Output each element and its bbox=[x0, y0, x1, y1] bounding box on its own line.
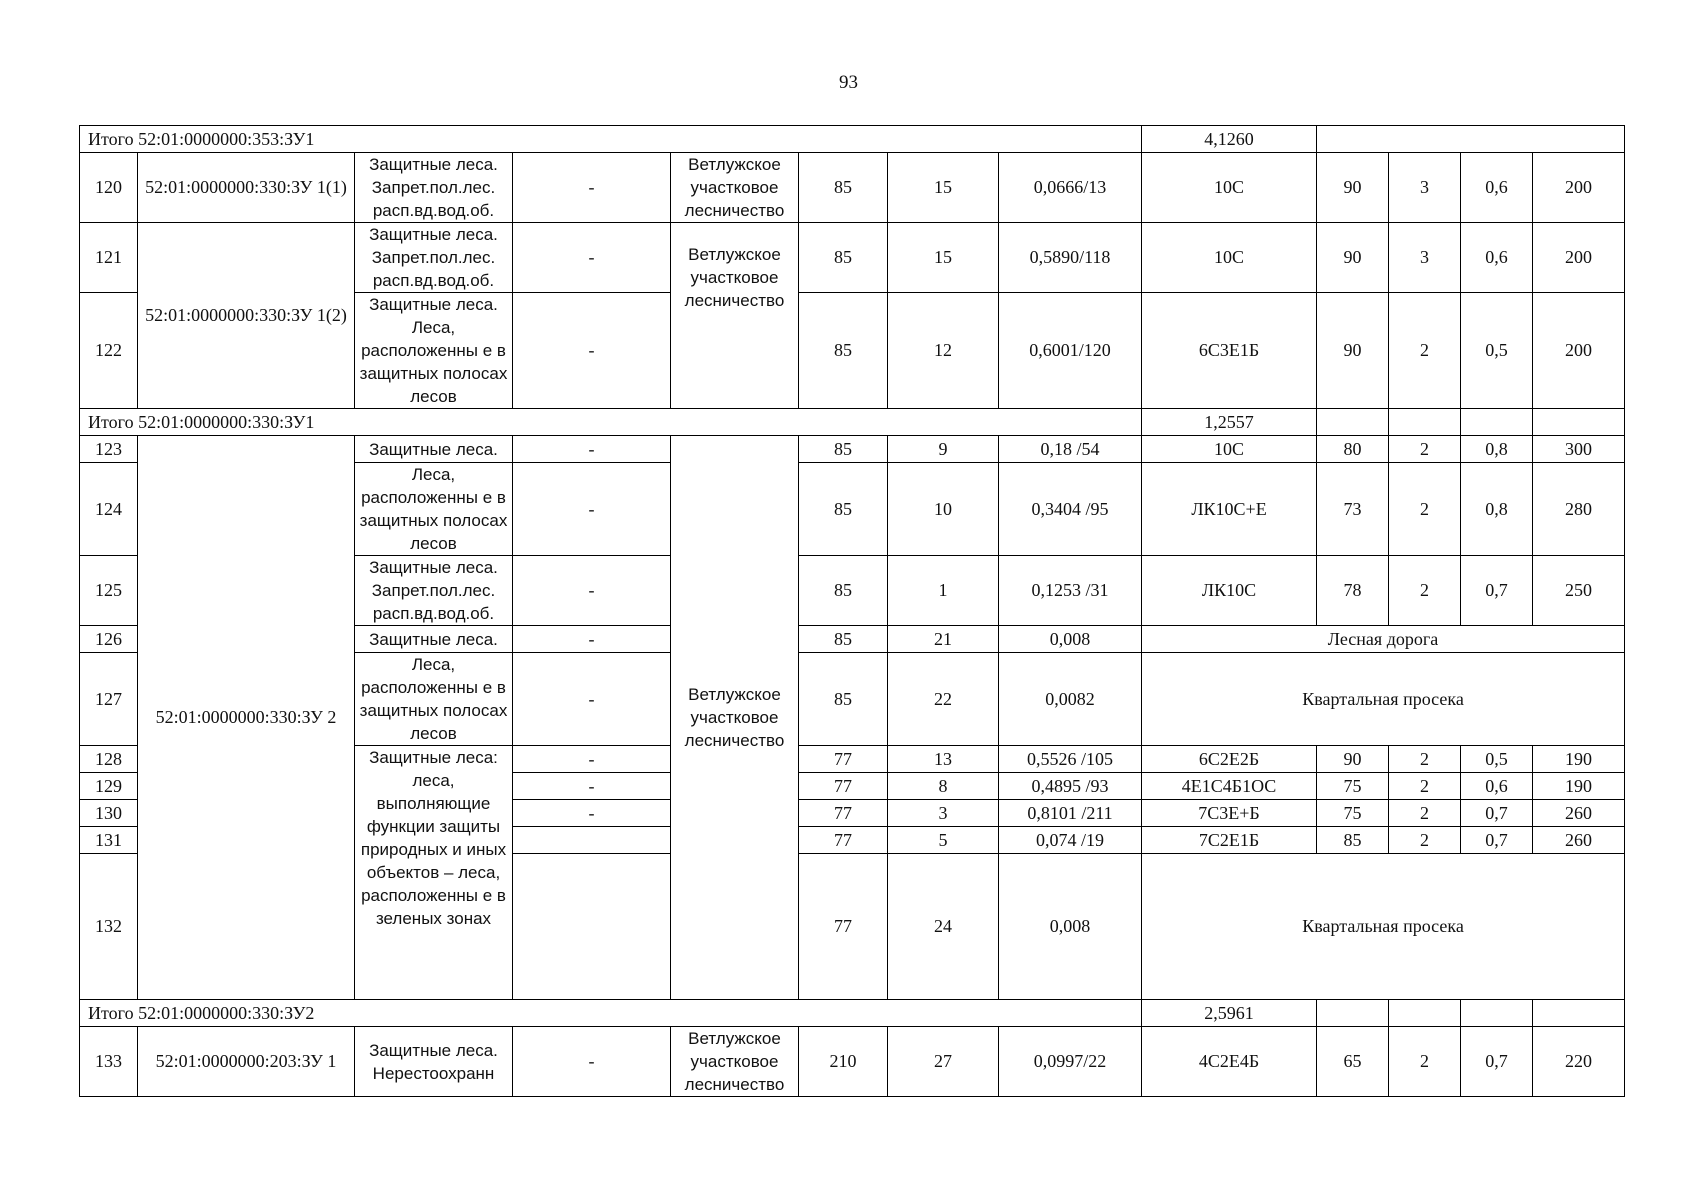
composition: 10С bbox=[1142, 153, 1317, 223]
total-area: 2,5961 bbox=[1142, 1000, 1317, 1027]
forest-category: Защитные леса. Запрет.пол.лес. расп.вд.вод.об. bbox=[355, 153, 513, 223]
area: 0,0997/22 bbox=[999, 1027, 1142, 1097]
plot: 27 bbox=[888, 1027, 999, 1097]
row-number: 120 bbox=[80, 153, 138, 223]
table-row bbox=[80, 436, 1625, 463]
area: 0,0666/13 bbox=[999, 153, 1142, 223]
stock: 250 bbox=[1533, 556, 1625, 626]
parcel-id: 52:01:0000000:330:ЗУ 2 bbox=[138, 436, 355, 1000]
area: 0,6001/120 bbox=[999, 293, 1142, 409]
row-number: 122 bbox=[80, 293, 138, 409]
forest-category: Защитные леса. Леса, расположенны е в защитных полосах лесов bbox=[355, 293, 513, 409]
total-row bbox=[80, 126, 1625, 153]
row-number: 125 bbox=[80, 556, 138, 626]
quarter: 77 bbox=[799, 746, 888, 773]
row-number: 126 bbox=[80, 626, 138, 653]
area: 0,008 bbox=[999, 854, 1142, 1000]
plot: 9 bbox=[888, 436, 999, 463]
plot: 5 bbox=[888, 827, 999, 854]
bonitet: 2 bbox=[1389, 827, 1461, 854]
density: 0,5 bbox=[1461, 293, 1533, 409]
dash-cell: - bbox=[513, 436, 671, 463]
note: Квартальная просека bbox=[1142, 653, 1625, 746]
quarter: 77 bbox=[799, 800, 888, 827]
parcel-id: 52:01:0000000:330:ЗУ 1(2) bbox=[138, 223, 355, 409]
row-number: 130 bbox=[80, 800, 138, 827]
bonitet: 2 bbox=[1389, 800, 1461, 827]
density: 0,7 bbox=[1461, 827, 1533, 854]
density: 0,6 bbox=[1461, 153, 1533, 223]
quarter: 85 bbox=[799, 223, 888, 293]
density: 0,8 bbox=[1461, 463, 1533, 556]
page-number: 93 bbox=[839, 72, 858, 93]
quarter: 85 bbox=[799, 626, 888, 653]
area: 0,1253 /31 bbox=[999, 556, 1142, 626]
stock: 200 bbox=[1533, 223, 1625, 293]
total-label: Итого 52:01:0000000:330:ЗУ2 bbox=[80, 1000, 1142, 1027]
composition: ЛК10С+Е bbox=[1142, 463, 1317, 556]
stock: 190 bbox=[1533, 773, 1625, 800]
density: 0,7 bbox=[1461, 556, 1533, 626]
composition: 4Е1С4Б1ОС bbox=[1142, 773, 1317, 800]
quarter: 85 bbox=[799, 436, 888, 463]
table-row bbox=[80, 1027, 1625, 1097]
composition: 7С2Е1Б bbox=[1142, 827, 1317, 854]
area: 0,4895 /93 bbox=[999, 773, 1142, 800]
age: 73 bbox=[1317, 463, 1389, 556]
bonitet: 3 bbox=[1389, 223, 1461, 293]
area: 0,074 /19 bbox=[999, 827, 1142, 854]
composition: ЛК10С bbox=[1142, 556, 1317, 626]
plot: 21 bbox=[888, 626, 999, 653]
plot: 15 bbox=[888, 223, 999, 293]
area: 0,0082 bbox=[999, 653, 1142, 746]
age: 85 bbox=[1317, 827, 1389, 854]
forest-category: Защитные леса. Запрет.пол.лес. расп.вд.вод.об. bbox=[355, 223, 513, 293]
age: 75 bbox=[1317, 800, 1389, 827]
dash-cell: - bbox=[513, 463, 671, 556]
forest-category: Защитные леса. bbox=[355, 626, 513, 653]
density: 0,8 bbox=[1461, 436, 1533, 463]
row-number: 127 bbox=[80, 653, 138, 746]
age: 80 bbox=[1317, 436, 1389, 463]
bonitet: 2 bbox=[1389, 746, 1461, 773]
density: 0,5 bbox=[1461, 746, 1533, 773]
plot: 22 bbox=[888, 653, 999, 746]
area: 0,5526 /105 bbox=[999, 746, 1142, 773]
dash-cell: - bbox=[513, 653, 671, 746]
composition: 10С bbox=[1142, 223, 1317, 293]
forest-parcels-table bbox=[79, 125, 1625, 1097]
density: 0,6 bbox=[1461, 773, 1533, 800]
plot: 15 bbox=[888, 153, 999, 223]
row-number: 124 bbox=[80, 463, 138, 556]
density: 0,7 bbox=[1461, 1027, 1533, 1097]
composition: 10С bbox=[1142, 436, 1317, 463]
dash-cell bbox=[513, 827, 671, 854]
row-number: 121 bbox=[80, 223, 138, 293]
row-number: 123 bbox=[80, 436, 138, 463]
area: 0,18 /54 bbox=[999, 436, 1142, 463]
plot: 1 bbox=[888, 556, 999, 626]
density: 0,6 bbox=[1461, 223, 1533, 293]
stock: 260 bbox=[1533, 827, 1625, 854]
plot: 12 bbox=[888, 293, 999, 409]
forestry-name: Ветлужское участковое лесничество bbox=[671, 436, 799, 1000]
bonitet: 3 bbox=[1389, 153, 1461, 223]
composition: 6С3Е1Б bbox=[1142, 293, 1317, 409]
plot: 10 bbox=[888, 463, 999, 556]
row-number: 131 bbox=[80, 827, 138, 854]
bonitet: 2 bbox=[1389, 436, 1461, 463]
age: 90 bbox=[1317, 746, 1389, 773]
age: 78 bbox=[1317, 556, 1389, 626]
stock: 300 bbox=[1533, 436, 1625, 463]
quarter: 85 bbox=[799, 556, 888, 626]
quarter: 85 bbox=[799, 293, 888, 409]
dash-cell: - bbox=[513, 223, 671, 293]
bonitet: 2 bbox=[1389, 556, 1461, 626]
stock: 200 bbox=[1533, 153, 1625, 223]
dash-cell: - bbox=[513, 746, 671, 773]
dash-cell: - bbox=[513, 1027, 671, 1097]
total-label: Итого 52:01:0000000:330:ЗУ1 bbox=[80, 409, 1142, 436]
table-row bbox=[80, 153, 1625, 223]
composition: 6С2Е2Б bbox=[1142, 746, 1317, 773]
quarter: 77 bbox=[799, 854, 888, 1000]
quarter: 85 bbox=[799, 463, 888, 556]
stock: 190 bbox=[1533, 746, 1625, 773]
composition: 7С3Е+Б bbox=[1142, 800, 1317, 827]
bonitet: 2 bbox=[1389, 463, 1461, 556]
dash-cell: - bbox=[513, 556, 671, 626]
total-label: Итого 52:01:0000000:353:ЗУ1 bbox=[80, 126, 1142, 153]
quarter: 77 bbox=[799, 827, 888, 854]
forest-category: Леса, расположенны е в защитных полосах лесов bbox=[355, 653, 513, 746]
quarter: 85 bbox=[799, 653, 888, 746]
forest-category: Леса, расположенны е в защитных полосах лесов bbox=[355, 463, 513, 556]
row-number: 133 bbox=[80, 1027, 138, 1097]
dash-cell: - bbox=[513, 773, 671, 800]
age: 65 bbox=[1317, 1027, 1389, 1097]
age: 90 bbox=[1317, 153, 1389, 223]
area: 0,8101 /211 bbox=[999, 800, 1142, 827]
stock: 280 bbox=[1533, 463, 1625, 556]
row-number: 132 bbox=[80, 854, 138, 1000]
table-row bbox=[80, 223, 1625, 293]
age: 90 bbox=[1317, 293, 1389, 409]
forestry-name: Ветлужское участковое лесничество bbox=[671, 223, 799, 409]
total-row bbox=[80, 409, 1625, 436]
composition: 4С2Е4Б bbox=[1142, 1027, 1317, 1097]
plot: 13 bbox=[888, 746, 999, 773]
age: 90 bbox=[1317, 223, 1389, 293]
bonitet: 2 bbox=[1389, 293, 1461, 409]
parcel-id: 52:01:0000000:330:ЗУ 1(1) bbox=[138, 153, 355, 223]
plot: 24 bbox=[888, 854, 999, 1000]
age: 75 bbox=[1317, 773, 1389, 800]
stock: 260 bbox=[1533, 800, 1625, 827]
forestry-name: Ветлужское участковое лесничество bbox=[671, 153, 799, 223]
forest-category: Защитные леса. Запрет.пол.лес. расп.вд.вод.об. bbox=[355, 556, 513, 626]
note: Квартальная просека bbox=[1142, 854, 1625, 1000]
stock: 200 bbox=[1533, 293, 1625, 409]
dash-cell: - bbox=[513, 293, 671, 409]
plot: 8 bbox=[888, 773, 999, 800]
quarter: 77 bbox=[799, 773, 888, 800]
dash-cell: - bbox=[513, 626, 671, 653]
row-number: 128 bbox=[80, 746, 138, 773]
bonitet: 2 bbox=[1389, 773, 1461, 800]
forestry-name: Ветлужское участковое лесничество bbox=[671, 1027, 799, 1097]
area: 0,008 bbox=[999, 626, 1142, 653]
quarter: 210 bbox=[799, 1027, 888, 1097]
stock: 220 bbox=[1533, 1027, 1625, 1097]
dash-cell: - bbox=[513, 800, 671, 827]
forest-category: Защитные леса: леса, выполняющие функции защиты природных и иных объектов – леса, расположенны е в зеленых зонах bbox=[355, 746, 513, 1000]
area: 0,5890/118 bbox=[999, 223, 1142, 293]
forest-category: Защитные леса. Нерестоохранн bbox=[355, 1027, 513, 1097]
dash-cell: - bbox=[513, 153, 671, 223]
total-row bbox=[80, 1000, 1625, 1027]
density: 0,7 bbox=[1461, 800, 1533, 827]
total-area: 4,1260 bbox=[1142, 126, 1317, 153]
note: Лесная дорога bbox=[1142, 626, 1625, 653]
area: 0,3404 /95 bbox=[999, 463, 1142, 556]
row-number: 129 bbox=[80, 773, 138, 800]
plot: 3 bbox=[888, 800, 999, 827]
parcel-id: 52:01:0000000:203:ЗУ 1 bbox=[138, 1027, 355, 1097]
bonitet: 2 bbox=[1389, 1027, 1461, 1097]
forest-category: Защитные леса. bbox=[355, 436, 513, 463]
total-area: 1,2557 bbox=[1142, 409, 1317, 436]
quarter: 85 bbox=[799, 153, 888, 223]
